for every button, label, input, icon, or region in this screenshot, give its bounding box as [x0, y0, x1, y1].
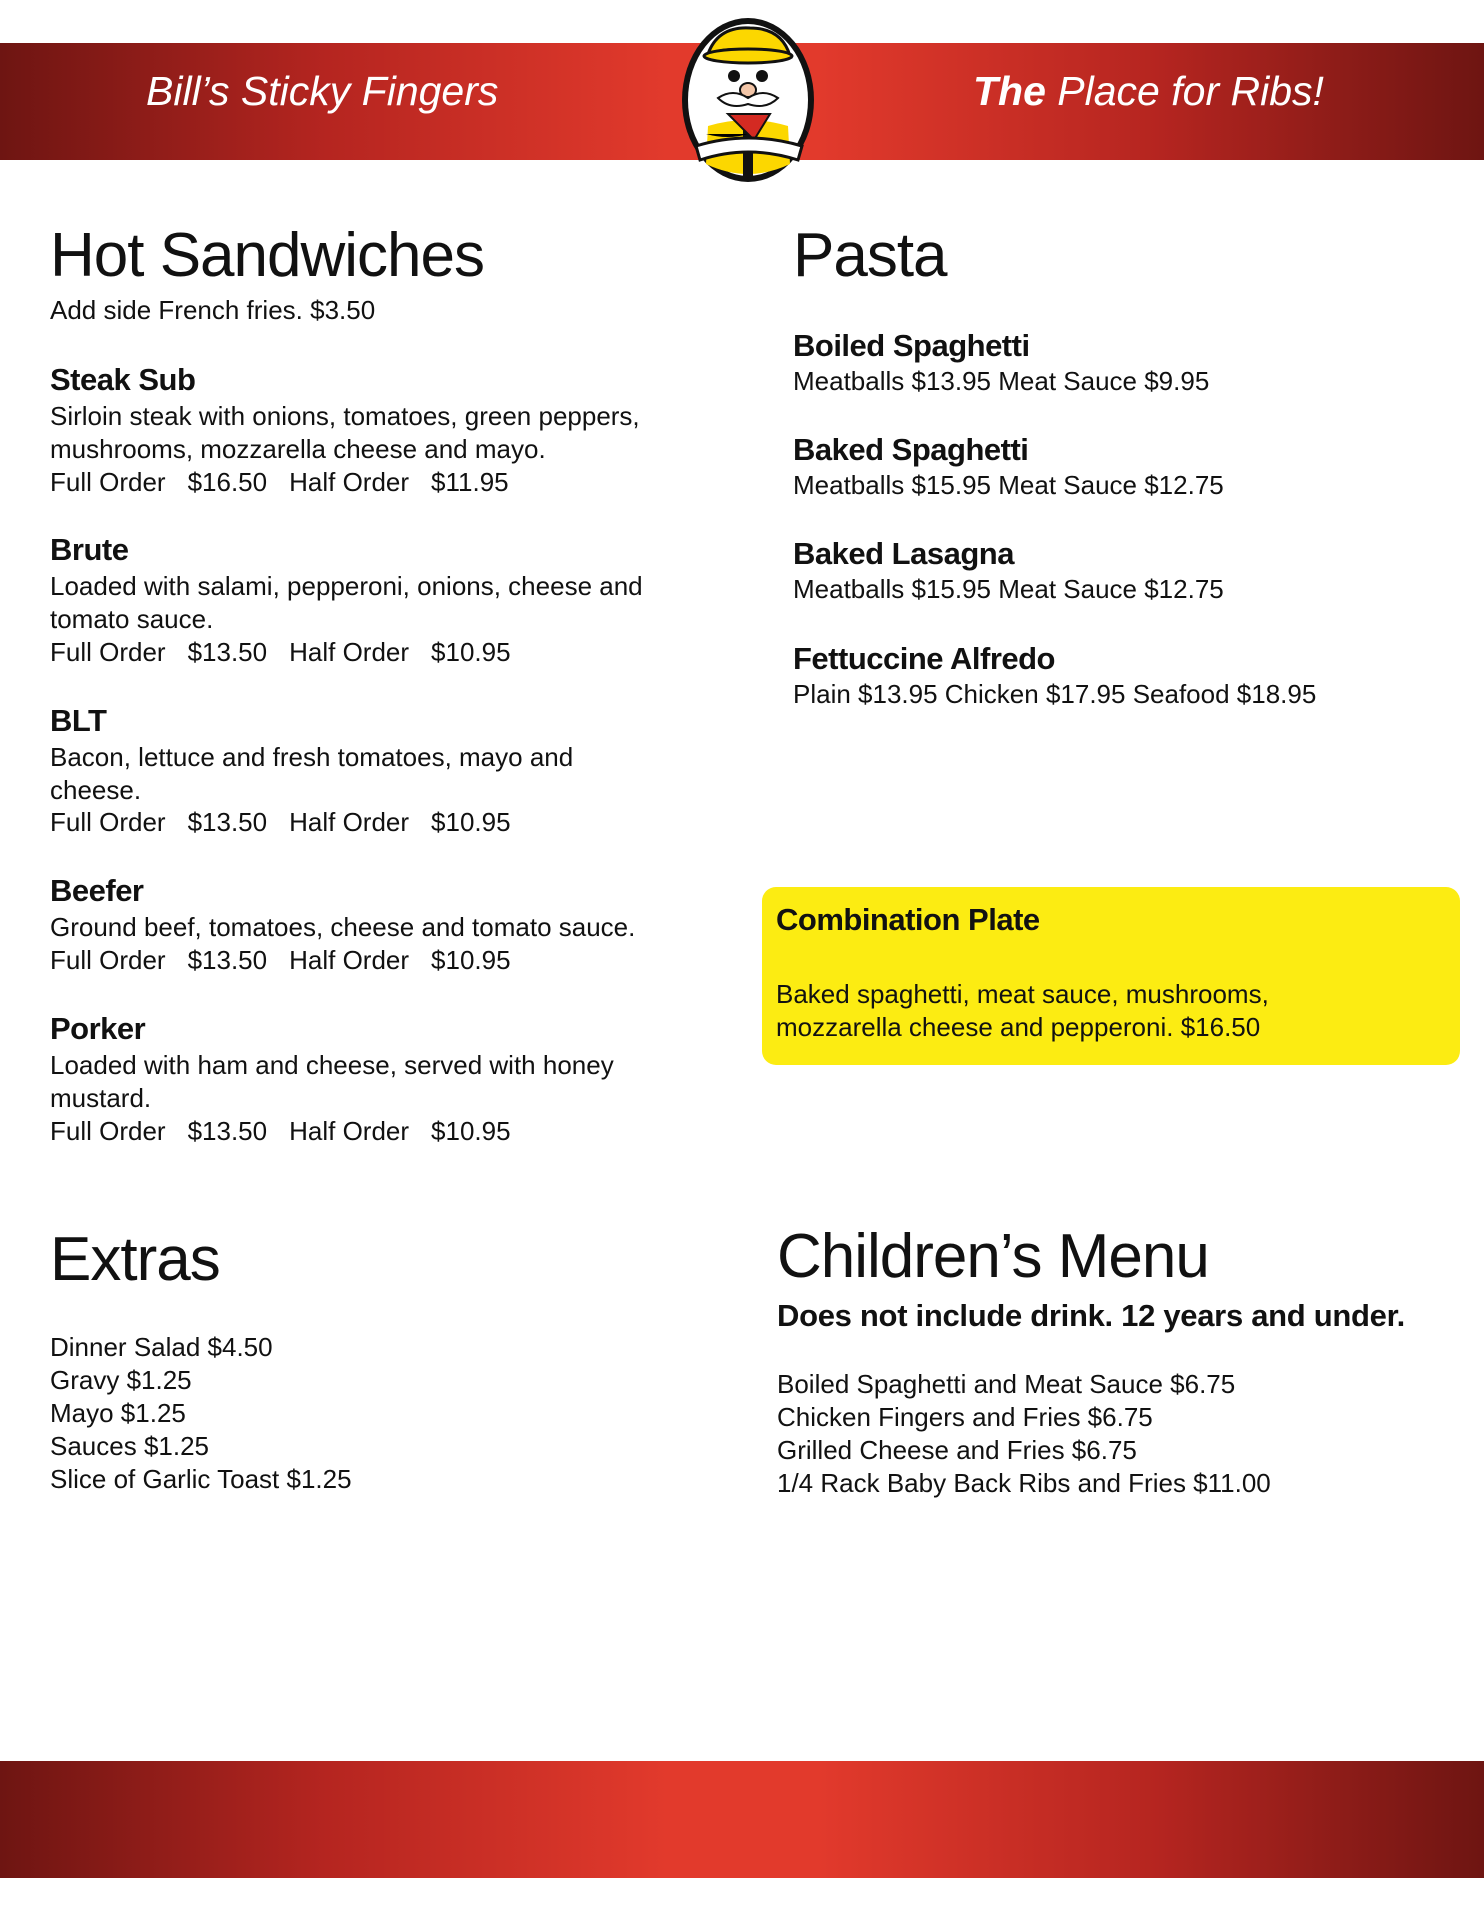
full-order-price: $13.50: [187, 637, 268, 667]
extras-title: Extras: [50, 1225, 220, 1294]
childrens-menu-item: Chicken Fingers and Fries $6.75: [777, 1402, 1153, 1432]
half-order-label: Half Order: [289, 467, 410, 497]
item-name: Steak Sub: [50, 362, 196, 397]
childrens-menu-subtitle: Does not include drink. 12 years and under.: [777, 1298, 1405, 1333]
half-order-price: $10.95: [431, 945, 511, 975]
full-order-label: Full Order: [50, 807, 166, 837]
extras-item: Sauces $1.25: [50, 1431, 210, 1461]
childrens-menu-item: Boiled Spaghetti and Meat Sauce $6.75: [777, 1369, 1236, 1399]
item-description: Loaded with ham and cheese, served with honey: [50, 1050, 614, 1080]
pasta-item-name: Baked Lasagna: [793, 536, 1014, 571]
item-description: tomato sauce.: [50, 604, 214, 634]
extras-item: Slice of Garlic Toast $1.25: [50, 1464, 352, 1494]
pasta-item-prices: Plain $13.95 Chicken $17.95 Seafood $18.95: [793, 679, 1317, 709]
pasta-item-prices: Meatballs $15.95 Meat Sauce $12.75: [793, 470, 1224, 500]
full-order-label: Full Order: [50, 1116, 166, 1146]
pasta-item-prices: Meatballs $15.95 Meat Sauce $12.75: [793, 574, 1224, 604]
item-name: Beefer: [50, 873, 144, 908]
half-order-price: $10.95: [431, 637, 511, 667]
half-order-label: Half Order: [289, 1116, 410, 1146]
tagline-emphasis: The: [973, 68, 1046, 114]
item-description: Bacon, lettuce and fresh tomatoes, mayo and: [50, 742, 574, 772]
half-order-price: $10.95: [431, 807, 511, 837]
pasta-title: Pasta: [793, 221, 947, 290]
item-prices: [50, 806, 511, 839]
item-name: Porker: [50, 1011, 146, 1046]
item-prices: [50, 944, 511, 977]
full-order-price: $13.50: [187, 1116, 268, 1146]
item-description: Sirloin steak with onions, tomatoes, green peppers,: [50, 401, 640, 431]
pasta-item-prices: Meatballs $13.95 Meat Sauce $9.95: [793, 366, 1210, 396]
item-description: cheese.: [50, 775, 142, 805]
childrens-menu-item: Grilled Cheese and Fries $6.75: [777, 1435, 1137, 1465]
combination-plate-description: Baked spaghetti, meat sauce, mushrooms,: [776, 979, 1269, 1009]
full-order-price: $13.50: [187, 945, 268, 975]
half-order-price: $10.95: [431, 1116, 511, 1146]
full-order-price: $16.50: [187, 467, 268, 497]
item-description: mushrooms, mozzarella cheese and mayo.: [50, 434, 546, 464]
tagline-rest: Place for Ribs!: [1045, 68, 1324, 114]
chef-mascot-logo-icon: [678, 14, 818, 186]
full-order-label: Full Order: [50, 945, 166, 975]
combination-plate-title: Combination Plate: [776, 902, 1040, 937]
childrens-menu-title: Children’s Menu: [777, 1222, 1209, 1291]
item-prices: [50, 636, 511, 669]
item-name: BLT: [50, 703, 107, 738]
item-description: mustard.: [50, 1083, 152, 1113]
item-prices: [50, 466, 509, 499]
side-fries-note: Add side French fries. $3.50: [50, 295, 376, 325]
extras-item: Gravy $1.25: [50, 1365, 192, 1395]
item-description: Loaded with salami, pepperoni, onions, cheese and: [50, 571, 643, 601]
half-order-label: Half Order: [289, 637, 410, 667]
full-order-label: Full Order: [50, 467, 166, 497]
childrens-menu-item: 1/4 Rack Baby Back Ribs and Fries $11.00: [777, 1468, 1271, 1498]
full-order-price: $13.50: [187, 807, 268, 837]
tagline: [973, 66, 1324, 116]
pasta-item-name: Boiled Spaghetti: [793, 328, 1030, 363]
item-prices: [50, 1115, 511, 1148]
half-order-price: $11.95: [431, 467, 509, 497]
item-name: Brute: [50, 532, 129, 567]
half-order-label: Half Order: [289, 945, 410, 975]
full-order-label: Full Order: [50, 637, 166, 667]
hot-sandwiches-title: Hot Sandwiches: [50, 221, 485, 290]
combination-plate-description: mozzarella cheese and pepperoni. $16.50: [776, 1012, 1261, 1042]
extras-item: Dinner Salad $4.50: [50, 1332, 273, 1362]
footer-band: [0, 1761, 1484, 1878]
brand-name: Bill’s Sticky Fingers: [146, 68, 499, 114]
extras-item: Mayo $1.25: [50, 1398, 186, 1428]
half-order-label: Half Order: [289, 807, 410, 837]
pasta-item-name: Fettuccine Alfredo: [793, 641, 1055, 676]
pasta-item-name: Baked Spaghetti: [793, 432, 1029, 467]
item-description: Ground beef, tomatoes, cheese and tomato sauce.: [50, 912, 636, 942]
